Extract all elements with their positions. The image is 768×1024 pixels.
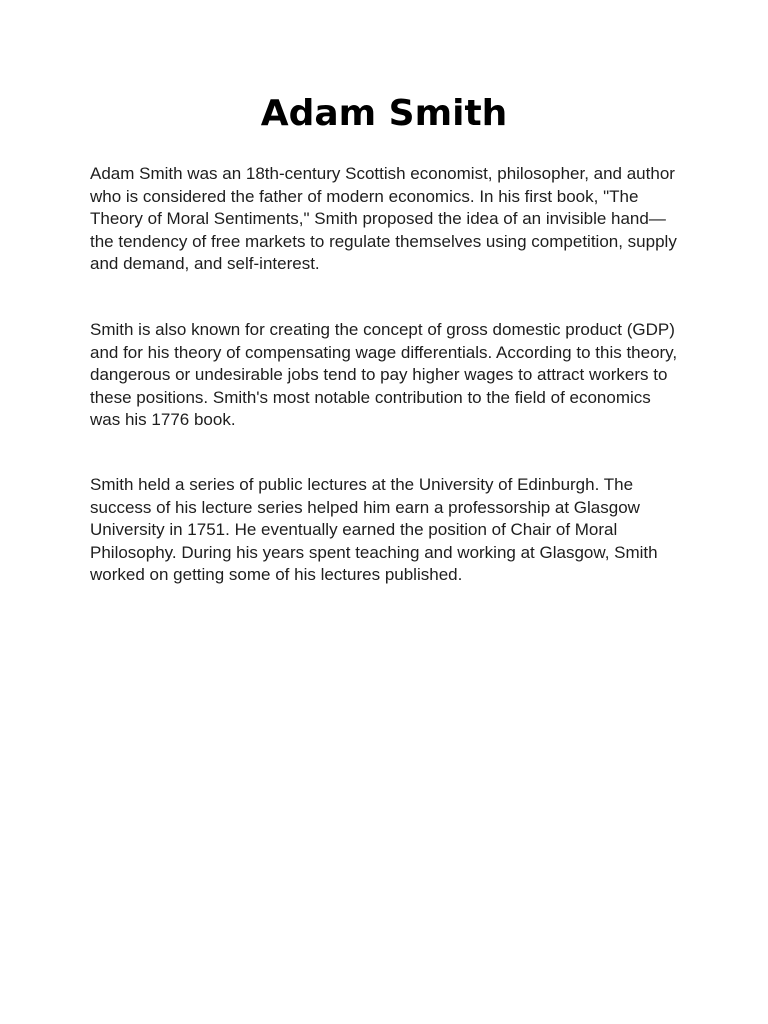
paragraph-2: Smith is also known for creating the concept of gross domestic product (GDP) and for his theory of compensating wage differentials. According to this theory, dangerous or undesirable jobs tend to pay higher wages to attract workers to these positions. Smith's most notable contribution to the field of economics was his 1776 book.: [90, 320, 678, 430]
paragraph-3: Smith held a series of public lectures at the University of Edinburgh. The success of his lecture series helped him earn a professorship at Glasgow University in 1751. He eventually earned the position of Chair of Moral Philosophy. During his years spent teaching and working at Glasgow, Smith worked on getting some of his lectures published.: [90, 475, 658, 585]
document-title: Adam Smith: [260, 93, 508, 134]
paragraph-1: Adam Smith was an 18th-century Scottish economist, philosopher, and author who is considered the father of modern economics. In his first book, "The Theory of Moral Sentiments," Smith proposed the idea of an invisible hand—the tendency of free markets to regulate themselves using competition, supply and demand, and self-interest.: [90, 164, 677, 274]
